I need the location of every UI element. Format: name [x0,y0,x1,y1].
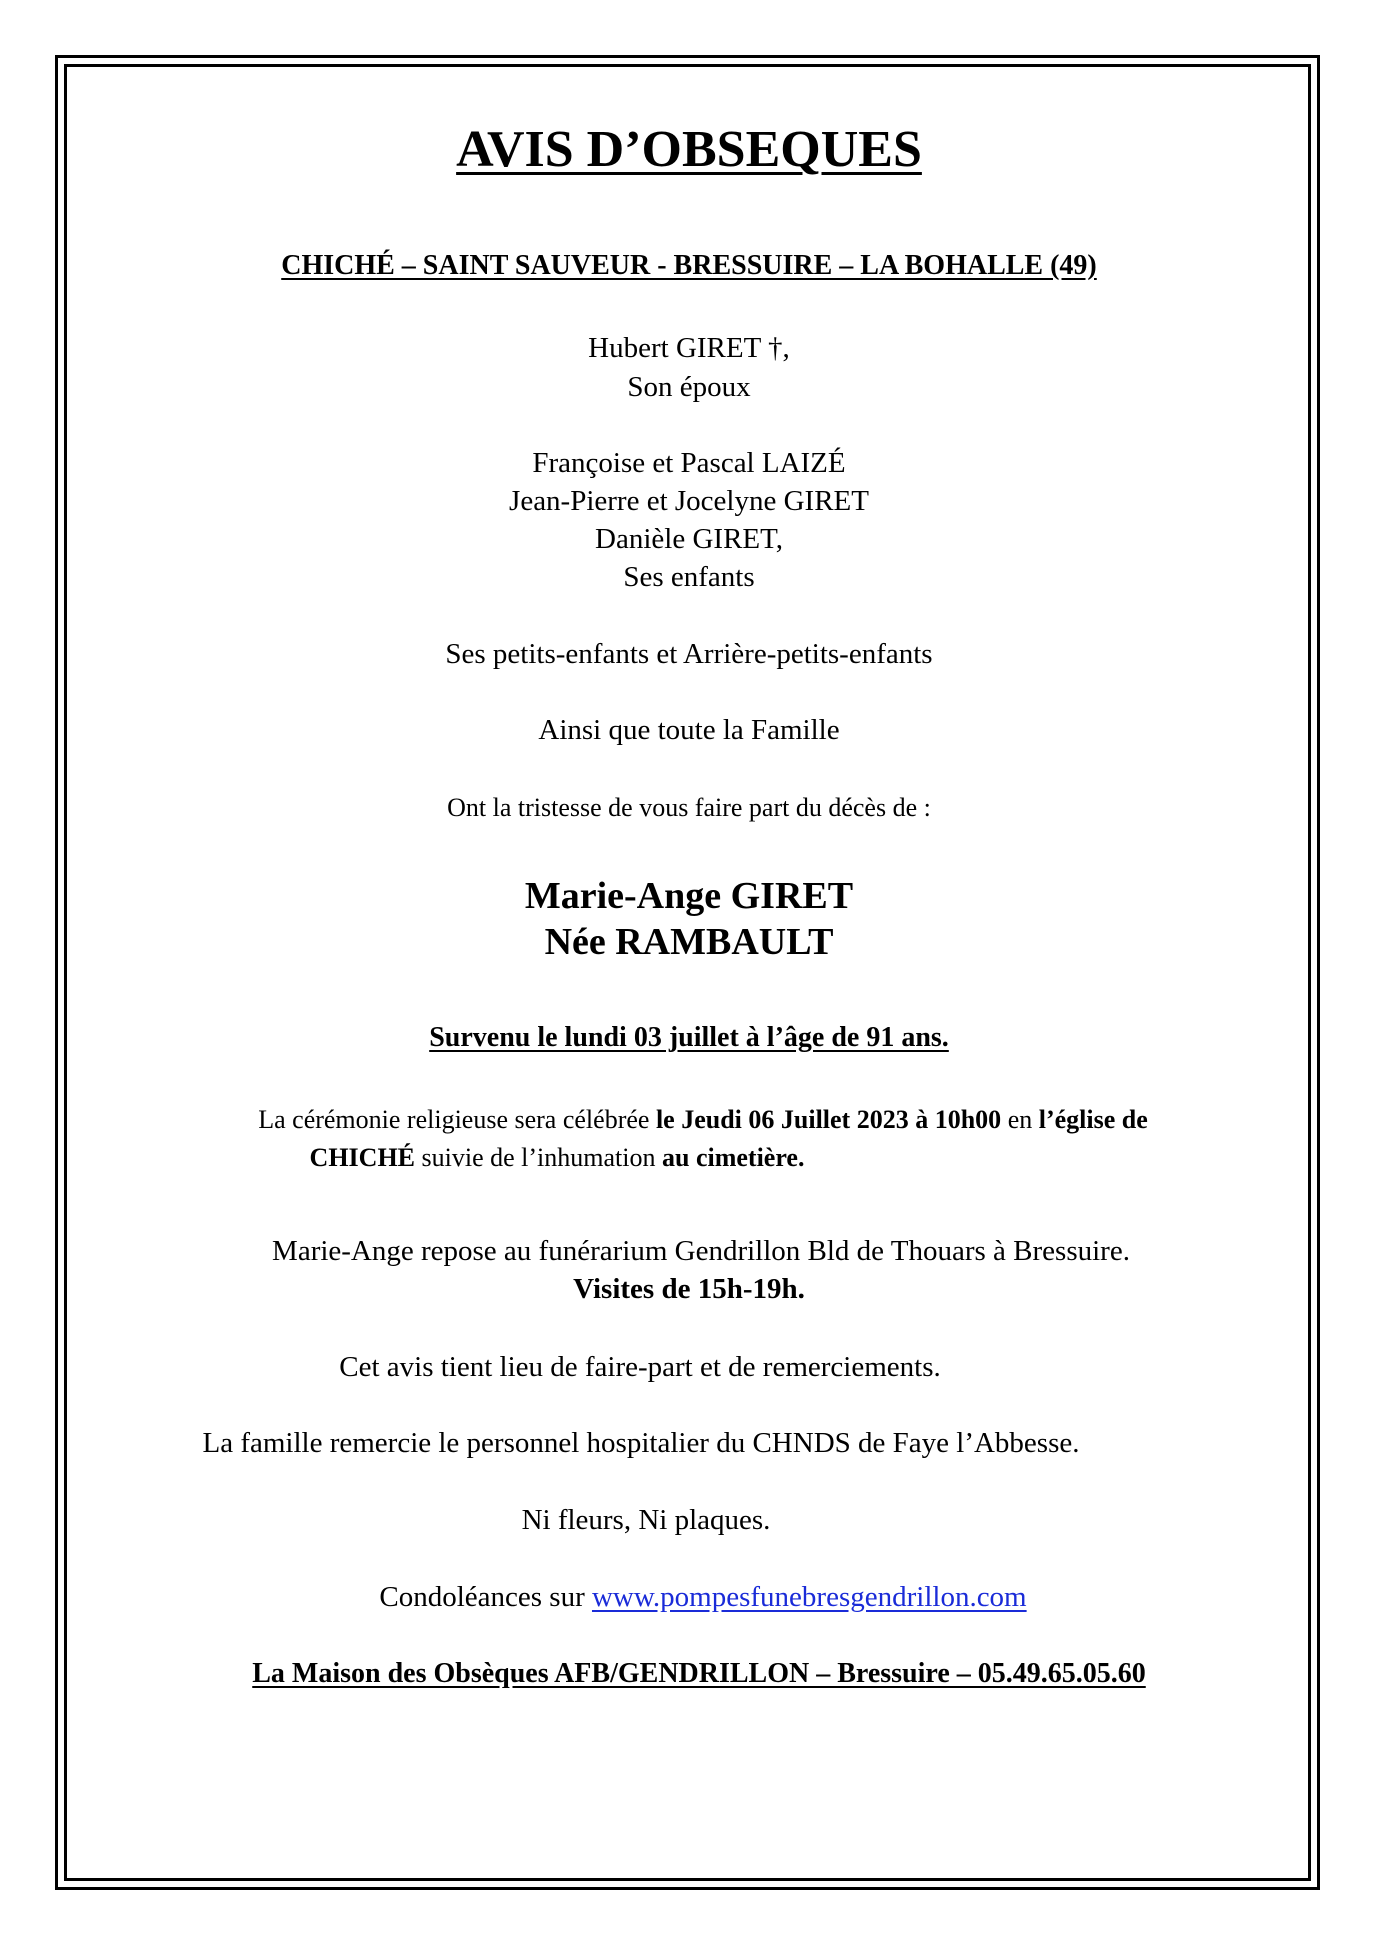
ceremony-place-1: l’église de [1038,1105,1148,1134]
ceremony-text-1: La cérémonie religieuse sera célébrée [258,1105,656,1134]
deceased-name: Marie-Ange GIRET [524,875,854,917]
family: Ainsi que toute la Famille [538,714,840,746]
child-1: Françoise et Pascal LAIZÉ [532,447,846,479]
ceremony-text-2: en [1001,1105,1039,1134]
ceremony-place-2: CHICHÉ [309,1143,416,1172]
rest-info: Marie-Ange repose au funérarium Gendrillon Bld de Thouars à Bressuire. [272,1235,1130,1267]
child-2: Jean-Pierre et Jocelyne GIRET [509,485,869,517]
deceased-birth-name: Née RAMBAULT [544,921,834,963]
ceremony-line-2 [0,1140,1246,1176]
ceremony-line-1 [14,1102,1378,1138]
condolences-link[interactable]: www.pompesfunebresgendrillon.com [591,1581,1027,1613]
ceremony-burial: au cimetière. [661,1143,805,1172]
flowers-note: Ni fleurs, Ni plaques. [521,1504,771,1536]
condolences-line [14,1579,1378,1615]
funeral-home-footer: La Maison des Obsèques AFB/GENDRILLON – Bressuire – 05.49.65.05.60 [252,1658,1146,1689]
announcement: Ont la tristesse de vous faire part du décès de : [447,793,931,822]
condolences-label: Condoléances sur [379,1581,592,1613]
ceremony-text-3: suivie de l’inhumation [415,1143,662,1172]
spouse-role: Son époux [627,371,751,403]
grandchildren: Ses petits-enfants et Arrière-petits-enfants [445,638,933,670]
child-3: Danièle GIRET, [595,523,783,555]
death-date: Survenu le lundi 03 juillet à l’âge de 91 ans. [429,1022,949,1053]
notice-statement: Cet avis tient lieu de faire-part et de remerciements. [339,1351,941,1383]
spouse-name: Hubert GIRET †, [588,332,790,364]
ceremony-date: le Jeudi 06 Juillet 2023 à 10h00 [655,1105,1002,1134]
family-thanks: La famille remercie le personnel hospitalier du CHNDS de Faye l’Abbesse. [202,1427,1080,1459]
notice-title: AVIS D’OBSEQUES [456,121,922,178]
children-role: Ses enfants [623,561,755,593]
visit-hours: Visites de 15h-19h. [573,1273,805,1305]
places-heading: CHICHÉ – SAINT SAUVEUR - BRESSUIRE – LA BOHALLE (49) [281,250,1097,281]
